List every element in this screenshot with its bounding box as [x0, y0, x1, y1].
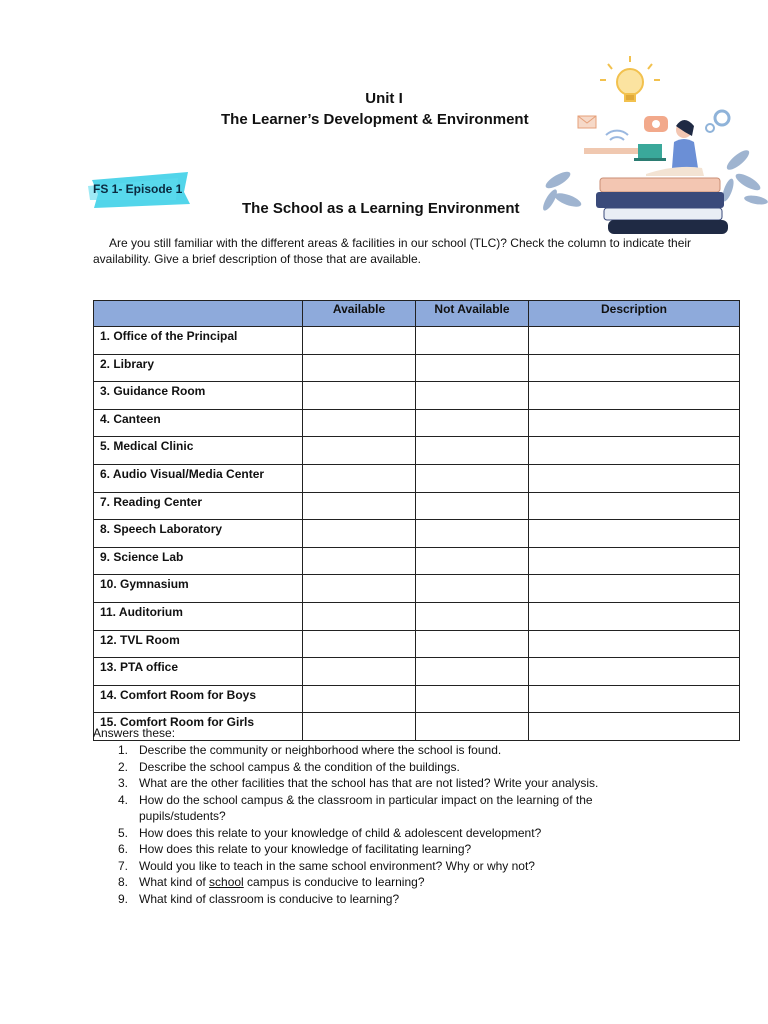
list-item — [112, 775, 672, 792]
unit-title: The Learner’s Development & Environment — [221, 111, 529, 128]
not-available-cell[interactable] — [416, 409, 529, 437]
unit-heading: Unit I — [365, 90, 403, 107]
available-cell[interactable] — [303, 520, 416, 548]
not-available-cell[interactable] — [416, 492, 529, 520]
facility-name: 5. Medical Clinic — [94, 437, 303, 465]
facility-name: 9. Science Lab — [94, 547, 303, 575]
question-number: 7. — [117, 858, 128, 873]
list-item — [112, 874, 672, 891]
table-row — [94, 437, 740, 465]
question-list — [112, 742, 672, 907]
facility-name: 2. Library — [94, 354, 303, 382]
facility-name: 11. Auditorium — [94, 602, 303, 630]
lesson-title: The School as a Learning Environment — [242, 200, 520, 217]
description-cell[interactable] — [529, 409, 740, 437]
not-available-cell[interactable] — [416, 437, 529, 465]
header-available: Available — [303, 301, 416, 327]
available-cell[interactable] — [303, 575, 416, 603]
table-row — [94, 575, 740, 603]
table-row — [94, 685, 740, 713]
table-row — [94, 547, 740, 575]
list-item — [112, 858, 672, 875]
table-row — [94, 630, 740, 658]
not-available-cell[interactable] — [416, 520, 529, 548]
list-item — [112, 759, 672, 776]
not-available-cell[interactable] — [416, 464, 529, 492]
question-number: 6. — [117, 842, 128, 856]
list-item — [112, 792, 672, 825]
available-cell[interactable] — [303, 409, 416, 437]
not-available-cell[interactable] — [416, 575, 529, 603]
facility-name: 6. Audio Visual/Media Center — [94, 464, 303, 492]
facility-name: 13. PTA office — [94, 658, 303, 686]
question-number: 2. — [117, 759, 128, 774]
available-cell[interactable] — [303, 464, 416, 492]
question-number: 4. — [117, 792, 128, 807]
description-cell[interactable] — [529, 547, 740, 575]
list-item — [112, 742, 672, 759]
question-underlined-word: school — [209, 875, 244, 889]
table-row — [94, 520, 740, 548]
description-cell[interactable] — [529, 354, 740, 382]
question-text: How do the school campus & the classroom in particular impact on the learning of the pupils/students? — [139, 792, 593, 823]
facility-name: 7. Reading Center — [94, 492, 303, 520]
woman-reading-on-books-icon — [538, 50, 768, 240]
answers-heading: Answers these: — [93, 726, 176, 740]
table-header-row — [94, 301, 740, 327]
question-text: What kind of — [139, 875, 210, 889]
description-cell[interactable] — [529, 658, 740, 686]
facility-name: 10. Gymnasium — [94, 575, 303, 603]
not-available-cell[interactable] — [416, 602, 529, 630]
available-cell[interactable] — [303, 327, 416, 355]
table-row — [94, 409, 740, 437]
description-cell[interactable] — [529, 492, 740, 520]
not-available-cell[interactable] — [416, 685, 529, 713]
list-item — [112, 825, 672, 842]
question-number: 8. — [117, 875, 128, 889]
description-cell[interactable] — [529, 602, 740, 630]
question-text: Describe the community or neighborhood where the school is found. — [139, 743, 502, 757]
facilities-table — [93, 300, 740, 741]
table-row — [94, 382, 740, 410]
facility-name: 4. Canteen — [94, 409, 303, 437]
description-cell[interactable] — [529, 382, 740, 410]
header-not-available: Not Available — [416, 301, 529, 327]
available-cell[interactable] — [303, 602, 416, 630]
available-cell[interactable] — [303, 437, 416, 465]
question-text: campus is conducive to learning? — [243, 875, 425, 889]
facility-name: 3. Guidance Room — [94, 382, 303, 410]
question-number: 1. — [117, 743, 128, 757]
table-row — [94, 658, 740, 686]
header-description: Description — [529, 301, 740, 327]
available-cell[interactable] — [303, 685, 416, 713]
facility-name: 14. Comfort Room for Boys — [94, 685, 303, 713]
question-text: Describe the school campus & the condition of the buildings. — [139, 759, 460, 774]
available-cell[interactable] — [303, 547, 416, 575]
not-available-cell[interactable] — [416, 713, 529, 741]
table-row — [94, 602, 740, 630]
table-row — [94, 713, 740, 741]
question-text: What are the other facilities that the school has that are not listed? Write your analysis. — [139, 776, 599, 790]
not-available-cell[interactable] — [416, 327, 529, 355]
available-cell[interactable] — [303, 630, 416, 658]
available-cell[interactable] — [303, 713, 416, 741]
table-row — [94, 492, 740, 520]
available-cell[interactable] — [303, 658, 416, 686]
table-row — [94, 464, 740, 492]
table-row — [94, 354, 740, 382]
description-cell[interactable] — [529, 575, 740, 603]
question-number: 5. — [117, 825, 128, 840]
not-available-cell[interactable] — [416, 382, 529, 410]
not-available-cell[interactable] — [416, 354, 529, 382]
facility-name: 15. Comfort Room for Girls — [94, 713, 303, 741]
question-text: How does this relate to your knowledge of child & adolescent development? — [139, 825, 542, 840]
description-cell[interactable] — [529, 437, 740, 465]
not-available-cell[interactable] — [416, 547, 529, 575]
intro-text: Are you still familiar with the different areas & facilities in our school (TLC)? Check the column to indicate their availability. Give a brief description of those that are available. — [93, 236, 692, 266]
not-available-cell[interactable] — [416, 658, 529, 686]
facility-name: 1. Office of the Principal — [94, 327, 303, 355]
description-cell[interactable] — [529, 685, 740, 713]
list-item — [112, 891, 672, 908]
question-number: 9. — [117, 891, 128, 906]
question-text: What kind of classroom is conducive to learning? — [139, 891, 400, 906]
intro-paragraph — [93, 235, 693, 267]
question-text: How does this relate to your knowledge of facilitating learning? — [139, 842, 472, 856]
available-cell[interactable] — [303, 354, 416, 382]
description-cell[interactable] — [529, 464, 740, 492]
description-cell[interactable] — [529, 713, 740, 741]
table-row — [94, 327, 740, 355]
facility-name: 12. TVL Room — [94, 630, 303, 658]
list-item — [112, 841, 672, 858]
question-number: 3. — [117, 776, 128, 790]
description-cell[interactable] — [529, 327, 740, 355]
description-cell[interactable] — [529, 630, 740, 658]
facility-name: 8. Speech Laboratory — [94, 520, 303, 548]
available-cell[interactable] — [303, 382, 416, 410]
available-cell[interactable] — [303, 492, 416, 520]
episode-label: FS 1- Episode 1 — [93, 182, 183, 196]
question-text: Would you like to teach in the same school environment? Why or why not? — [139, 858, 535, 873]
not-available-cell[interactable] — [416, 630, 529, 658]
header-facility — [94, 301, 303, 327]
description-cell[interactable] — [529, 520, 740, 548]
